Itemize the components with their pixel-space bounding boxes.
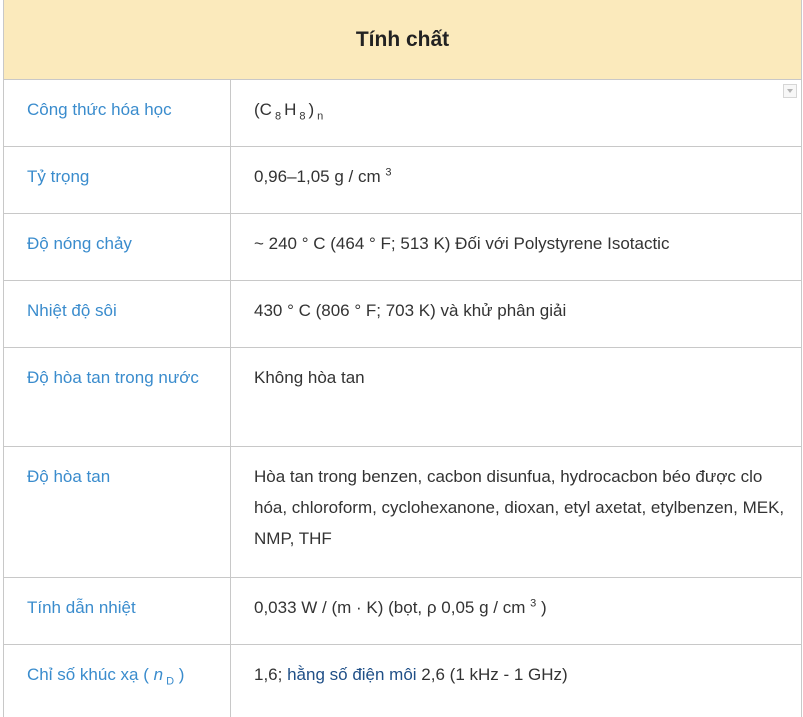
table-row [4, 281, 801, 348]
row-label: Tính dẫn nhiệt [4, 578, 231, 644]
table-row [4, 447, 801, 578]
table-row [4, 348, 801, 447]
row-value: Không hòa tan [254, 368, 365, 387]
dielectric-constant-link[interactable]: hằng số điện môi [287, 665, 417, 684]
row-value: 1,6; hằng số điện môi 2,6 (1 kHz - 1 GHz) [254, 665, 568, 684]
table-row [4, 645, 801, 717]
table-row [4, 578, 801, 645]
row-value: 0,96–1,05 g / cm $^3$ [254, 166, 392, 186]
row-label: Chỉ số khúc xạ ( n $_D$ ) [4, 645, 231, 717]
table-row [4, 147, 801, 214]
properties-table [3, 0, 802, 717]
table-header [4, 0, 801, 80]
row-value: ~ 240 ° C (464 ° F; 513 K) Đối với Polystyrene Isotactic [254, 234, 670, 253]
row-label: Nhiệt độ sôi [4, 281, 231, 347]
row-label: Độ hòa tan trong nước [4, 348, 231, 446]
row-label: Tỷ trọng [4, 147, 231, 213]
row-value: 0,033 W / (m · K) (bọt, ρ 0,05 g / cm $^3$ ) [254, 597, 547, 617]
row-label: Độ nóng chảy [4, 214, 231, 280]
row-value: (C $_8$ H $_8$ ) $_n$ [254, 100, 324, 123]
table-row [4, 214, 801, 281]
row-value: Hòa tan trong benzen, cacbon disunfua, hydrocacbon béo được clo hóa, chloroform, cyclohexanone, dioxan, etyl axetat, etylbenzen, MEK, NMP, THF [254, 467, 785, 548]
table-row [4, 80, 801, 147]
row-label: Công thức hóa học [4, 80, 231, 146]
row-label: Độ hòa tan [4, 447, 231, 577]
row-value: 430 ° C (806 ° F; 703 K) và khử phân giải [254, 301, 567, 320]
table-title: Tính chất [355, 27, 450, 51]
chevron-down-icon[interactable] [783, 84, 797, 98]
